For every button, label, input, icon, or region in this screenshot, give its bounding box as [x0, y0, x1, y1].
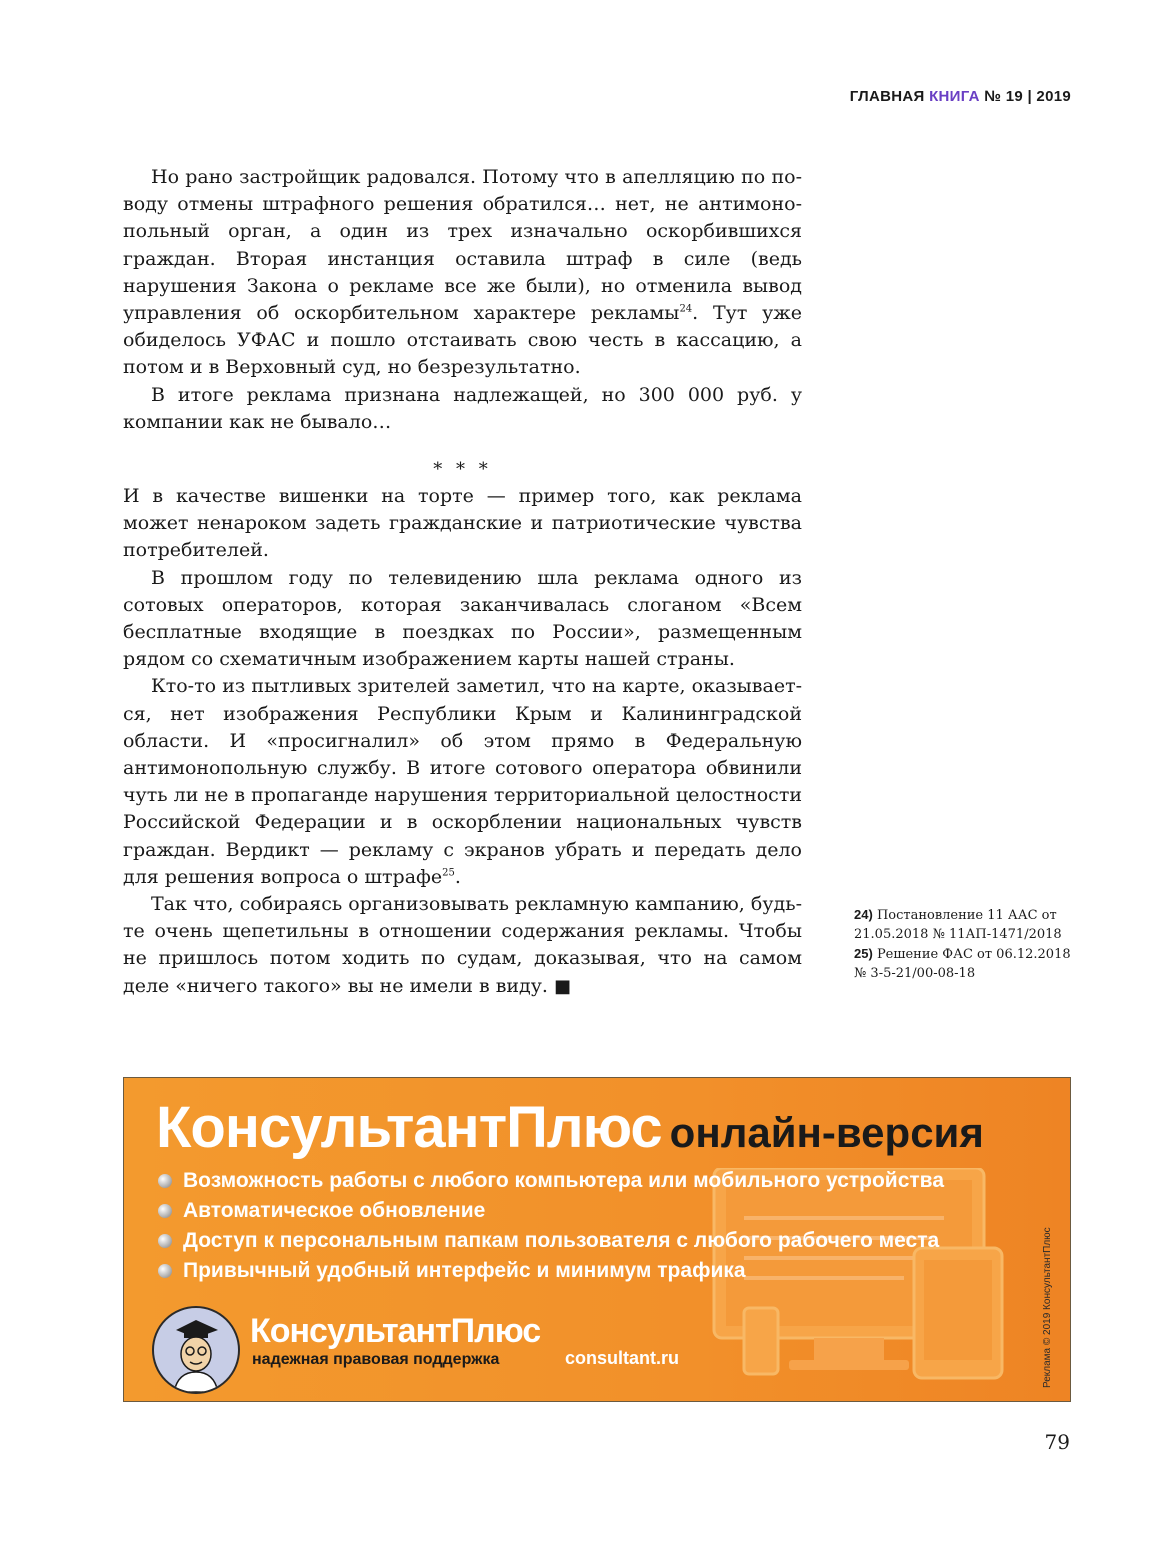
professor-mascot-icon [152, 1306, 240, 1394]
end-mark: ■ [554, 975, 572, 997]
journal-title-part1: ГЛАВНАЯ [849, 88, 925, 105]
footnote-ref-25[interactable]: 25 [442, 867, 455, 879]
paragraph-6: Так что, собираясь организовывать рекламную кампанию, будьте очень щепетильны в отношении содержания рекламы. Чтобы не пришлось потом ходить по судам, доказывая, что на самом деле «ничего такого» вы не имели в виду. ■ [123, 893, 802, 997]
journal-title-part2: КНИГА [929, 88, 980, 105]
article-body [123, 164, 802, 1000]
journal-header [850, 88, 1071, 105]
ad-feature-item: Возможность работы с любого компьютера или мобильного устройства [158, 1166, 944, 1196]
ad-feature-item: Привычный удобный интерфейс и минимум трафика [158, 1256, 944, 1286]
page-number: 79 [1044, 1430, 1070, 1454]
bullet-icon [158, 1174, 172, 1188]
ad-url-link[interactable]: consultant.ru [565, 1348, 680, 1368]
footnote-ref-24[interactable]: 24 [679, 303, 693, 315]
ad-brand: КонсультантПлюс [156, 1095, 662, 1160]
bullet-icon [158, 1204, 172, 1218]
journal-issue: № 19 | 2019 [984, 88, 1071, 105]
logo-tagline: надежная правовая поддержка [252, 1351, 500, 1368]
ad-copyright: Реклама © 2019 КонсультантПлюс [1042, 1227, 1053, 1388]
paragraph-4: В прошлом году по телевидению шла реклама одного из сотовых операторов, которая заканчивалась слоганом «Всем бесплатные входящие в поездках по России», размещенным рядом со схематичным изображением карты нашей страны. [123, 566, 802, 671]
ad-feature-item: Автоматическое обновление [158, 1196, 944, 1226]
paragraph-2: В итоге реклама признана надлежащей, но 300 000 руб. у компании как не бывало… [123, 383, 802, 433]
consultant-plus-advertisement[interactable] [123, 1077, 1071, 1402]
footnotes [854, 906, 1084, 984]
bullet-icon [158, 1234, 172, 1248]
ad-feature-list [158, 1166, 944, 1286]
paragraph-1: Но рано застройщик радовался. Потому что в апелляцию по поводу отмены штрафного решения обратился… нет, не антимонопольный орган, а один из трех изначально оскорбившихся граждан. Вторая инстанция оставила штраф в силе (ведь нарушения Закона о рекламе все же были), но отменила вывод управления об оскорбительном характере рекламы$^{24}$. Тут уже обиделось УФАС и пошло отстаивать свою честь в кассацию, а потом и в Верховный суд, но безрезультатно. [123, 166, 802, 379]
footnote-24: 24) Постановление 11 ААС от 21.05.2018 № 11АП-1471/2018 [854, 907, 1062, 942]
footnote-25: 25) Решение ФАС от 06.12.2018 № 3-5-21/00-08-18 [854, 946, 1071, 981]
ad-feature-item: Доступ к персональным папкам пользователя с любого рабочего места [158, 1226, 944, 1256]
logo-name: КонсультантПлюс [250, 1312, 541, 1350]
ad-subtitle: онлайн-версия [669, 1109, 984, 1156]
section-separator: * * * [433, 459, 492, 481]
paragraph-5: Кто-то из пытливых зрителей заметил, что на карте, оказывается, нет изображения Республики Крым и Калининградской области. И «просигналил» об этом прямо в Федеральную антимонопольную службу. В итоге сотового оператора обвинили чуть ли не в пропаганде нарушения территориальной целостности Российской Федерации и в оскорблении национальных чувств граждан. Вердикт — рекламу с экранов убрать и передать дело для решения вопроса о штрафе$^{25}$. [123, 675, 802, 888]
bullet-icon [158, 1264, 172, 1278]
ad-title [156, 1094, 984, 1161]
paragraph-3: И в качестве вишенки на торте — пример того, как реклама может ненароком задеть гражданские и патриотические чувства потребителей. [123, 485, 802, 562]
